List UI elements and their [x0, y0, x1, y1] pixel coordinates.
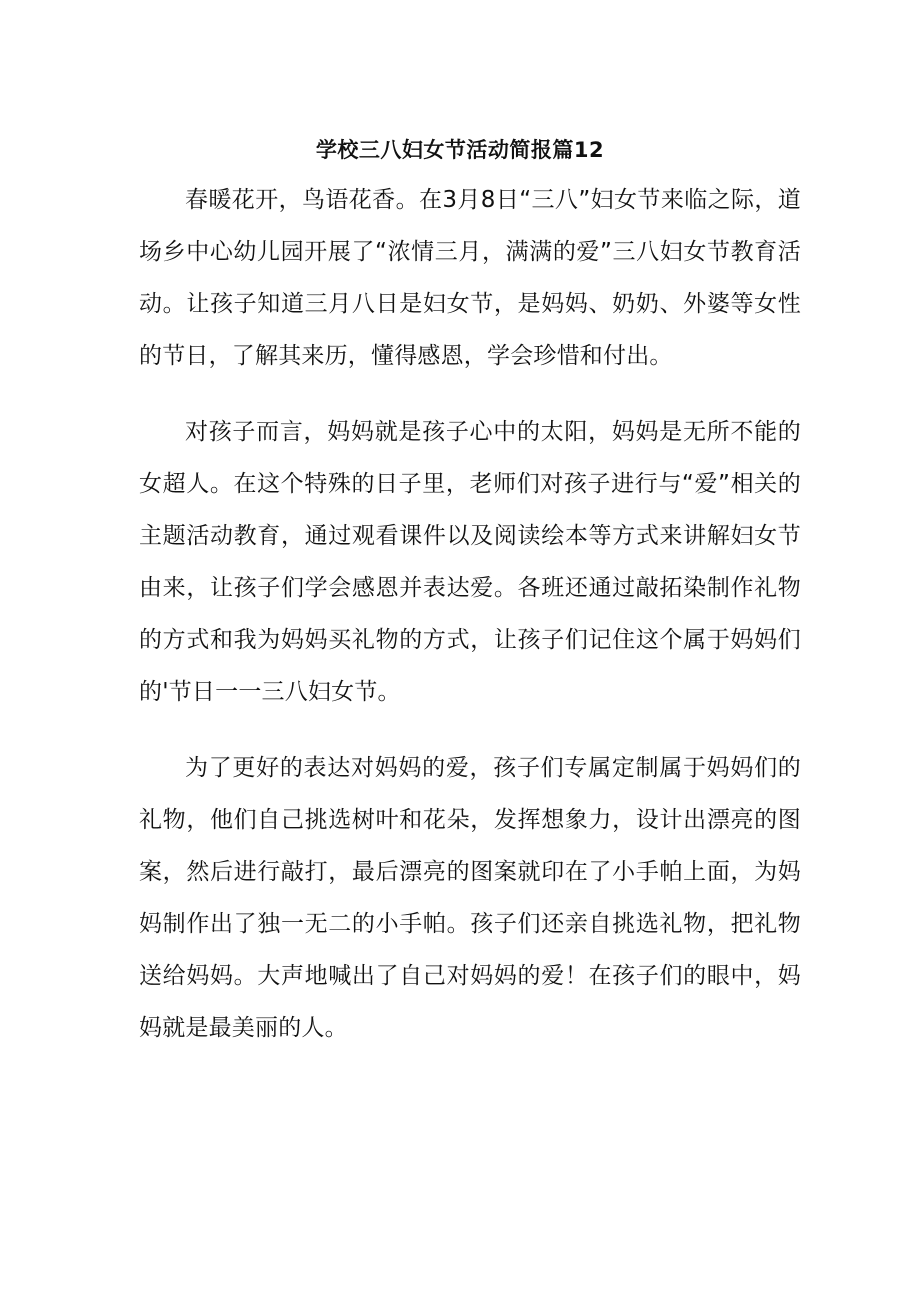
document-body: [139, 174, 801, 1078]
paragraph-3: 为了更好的表达对妈妈的爱，孩子们专属定制属于妈妈们的礼物，他们自己挑选树叶和花朵，发挥想象力，设计出漂亮的图案，然后进行敲打，最后漂亮的图案就印在了小手帕上面，为妈妈制作出了独一无二的小手帕。孩子们还亲自挑选礼物，把礼物送给妈妈。大声地喊出了自己对妈妈的爱！在孩子们的眼中，妈妈就是最美丽的人。: [139, 755, 801, 1041]
document-title: 学校三八妇女节活动简报篇12: [315, 138, 605, 162]
paragraph-1: 春暖花开，鸟语花香。在3月8日“三八”妇女节来临之际，道场乡中心幼儿园开展了“浓情三月，满满的爱”三八妇女节教育活动。让孩子知道三月八日是妇女节，是妈妈、奶奶、外婆等女性的节日，了解其来历，懂得感恩，学会珍惜和付出。: [139, 187, 801, 369]
paragraph-2: 对孩子而言，妈妈就是孩子心中的太阳，妈妈是无所不能的女超人。在这个特殊的日子里，老师们对孩子进行与“爱”相关的主题活动教育，通过观看课件以及阅读绘本等方式来讲解妇女节由来，让孩子们学会感恩并表达爱。各班还通过敲拓染制作礼物的方式和我为妈妈买礼物的方式，让孩子们记住这个属于妈妈们的'节日一一三八妇女节。: [139, 419, 801, 705]
